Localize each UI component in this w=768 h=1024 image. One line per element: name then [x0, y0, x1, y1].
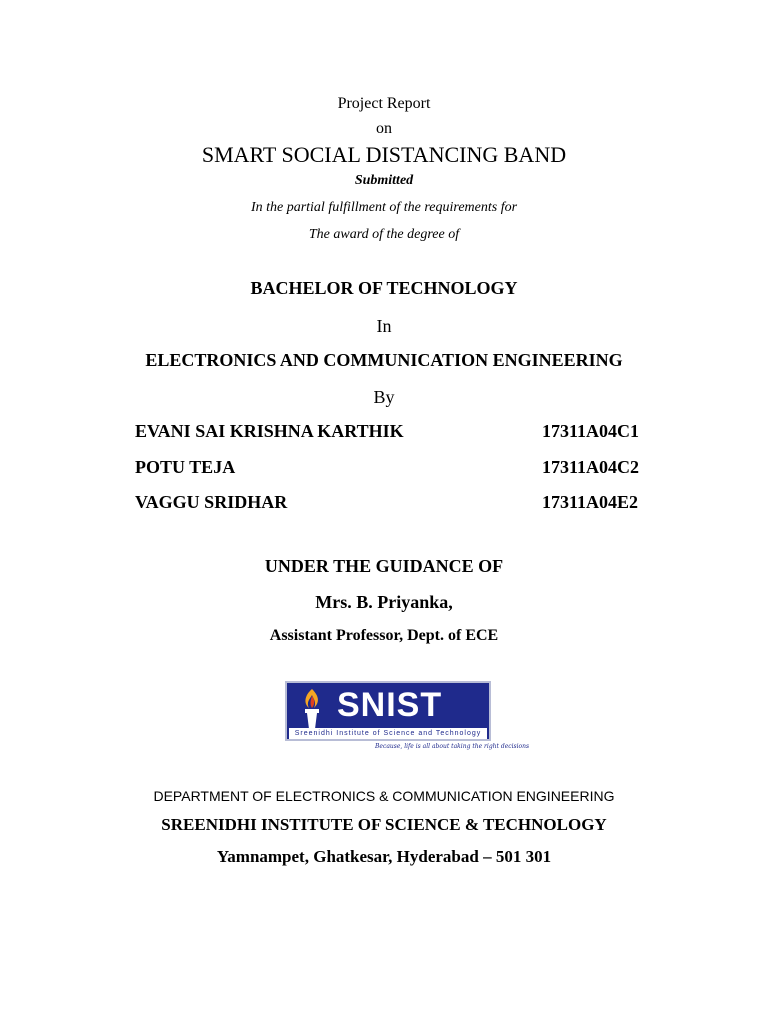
- logo-banner: [285, 681, 491, 741]
- project-title: SMART SOCIAL DISTANCING BAND: [201, 142, 567, 167]
- on-label: on: [376, 120, 392, 137]
- submitted-label: Submitted: [354, 173, 414, 188]
- award-line: The award of the degree of: [308, 227, 460, 242]
- logo-institute-name: Sreenidhi Institute of Science and Technology: [289, 728, 487, 739]
- institute-address: Yamnampet, Ghatkesar, Hyderabad – 501 301: [216, 847, 552, 866]
- branch-name: ELECTRONICS AND COMMUNICATION ENGINEERING: [145, 350, 623, 370]
- logo-wordmark: SNIST: [337, 686, 443, 724]
- student-name: EVANI SAI KRISHNA KARTHIK: [135, 421, 404, 441]
- degree-name: BACHELOR OF TECHNOLOGY: [250, 278, 518, 298]
- partial-fulfillment-line: In the partial fulfillment of the requirements for: [250, 200, 518, 215]
- guide-designation: Assistant Professor, Dept. of ECE: [269, 627, 499, 644]
- logo-tagline: Because, life is all about taking the right decisions: [375, 743, 530, 750]
- student-roll: 17311A04C1: [542, 421, 640, 441]
- student-row: [0, 457, 768, 481]
- snist-logo: [285, 681, 530, 757]
- student-row: [0, 421, 768, 445]
- student-roll: 17311A04C2: [542, 457, 640, 477]
- institute-name: SREENIDHI INSTITUTE OF SCIENCE & TECHNOLOGY: [161, 815, 607, 834]
- report-label: Project Report: [337, 95, 431, 112]
- in-label: In: [376, 316, 392, 336]
- student-name: POTU TEJA: [135, 457, 236, 477]
- guide-name: Mrs. B. Priyanka,: [315, 592, 453, 612]
- student-row: [0, 492, 768, 516]
- student-name: VAGGU SRIDHAR: [135, 492, 288, 512]
- guidance-heading: UNDER THE GUIDANCE OF: [264, 556, 504, 576]
- department-name: DEPARTMENT OF ELECTRONICS & COMMUNICATION ENGINEERING: [153, 788, 615, 804]
- by-label: By: [373, 387, 395, 407]
- student-roll: 17311A04E2: [542, 492, 639, 512]
